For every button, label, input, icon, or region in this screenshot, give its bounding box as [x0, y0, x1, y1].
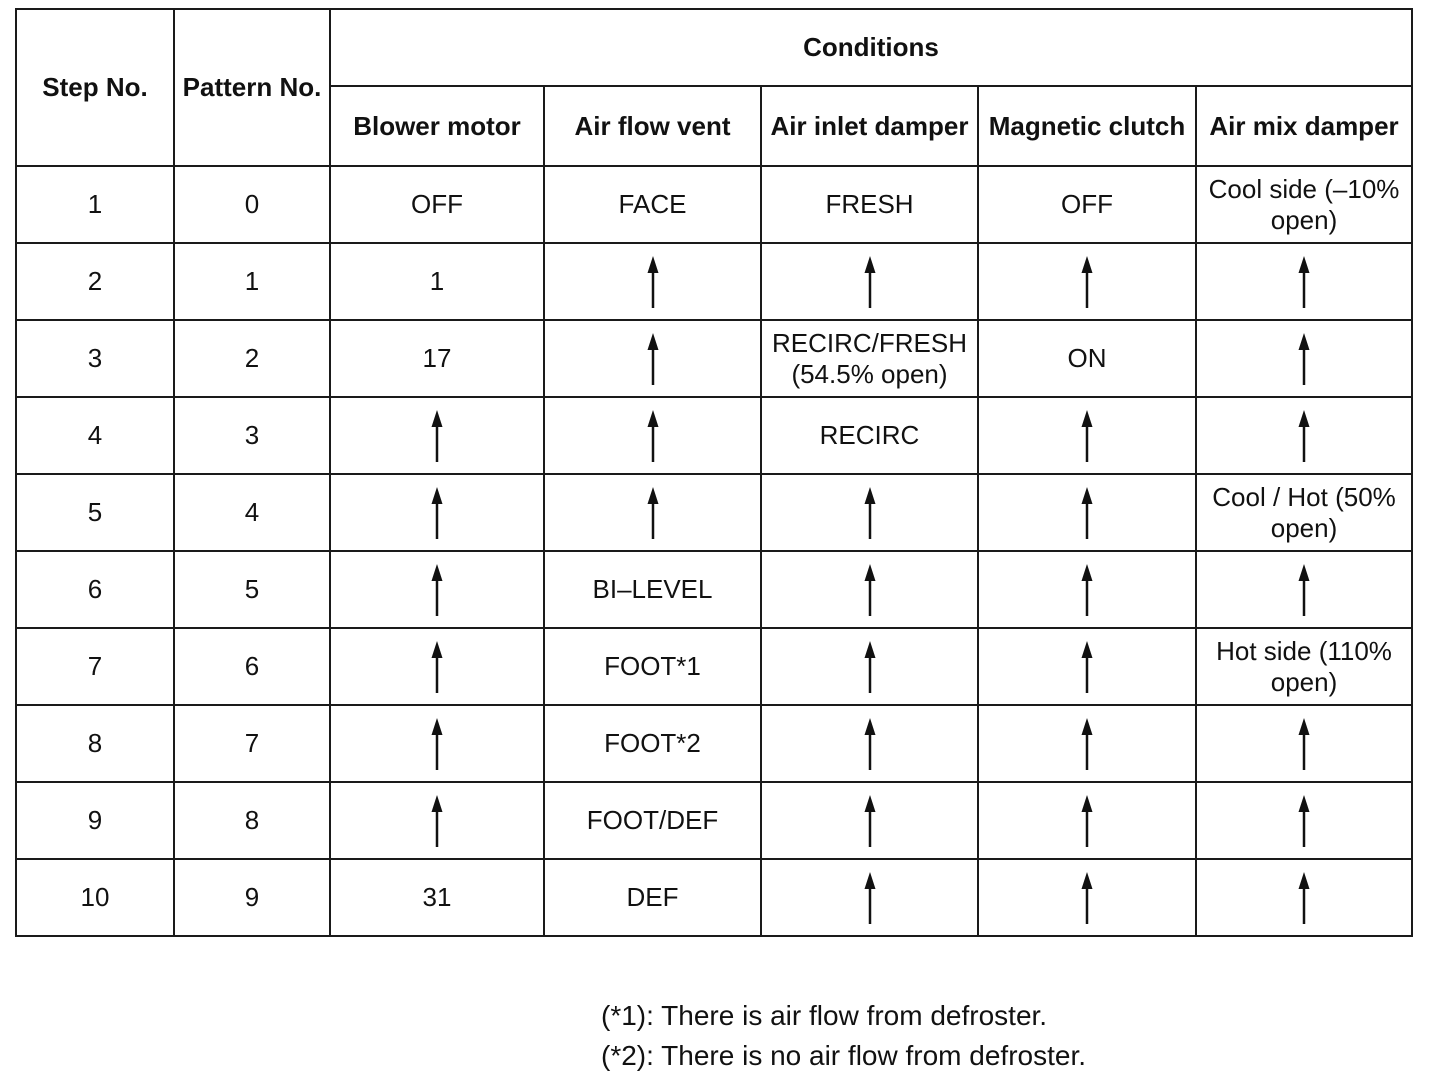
air-flow-vent-cell	[544, 397, 761, 474]
pattern-no-cell	[174, 705, 330, 782]
up-arrow-icon	[1292, 333, 1316, 385]
up-arrow-icon	[1292, 718, 1316, 770]
up-arrow-icon	[1075, 256, 1099, 308]
up-arrow-icon	[425, 564, 449, 616]
blower-motor-cell	[330, 628, 544, 705]
blower-motor-cell-text: 1	[429, 266, 445, 296]
pattern-no-cell	[174, 166, 330, 243]
table-row	[16, 320, 1412, 397]
air-inlet-damper-cell	[761, 166, 978, 243]
up-arrow-icon	[425, 487, 449, 539]
step-no-header: Step No.	[16, 9, 174, 166]
up-arrow-icon	[425, 410, 449, 462]
magnetic-clutch-cell	[978, 166, 1196, 243]
air-inlet-damper-cell	[761, 474, 978, 551]
magnetic-clutch-cell	[978, 320, 1196, 397]
up-arrow-icon	[1075, 795, 1099, 847]
air-mix-damper-cell	[1196, 782, 1412, 859]
up-arrow-icon	[1075, 718, 1099, 770]
air-mix-damper-cell	[1196, 705, 1412, 782]
blower-motor-header: Blower motor	[330, 86, 544, 166]
up-arrow-icon	[641, 333, 665, 385]
up-arrow-icon	[1292, 256, 1316, 308]
up-arrow-icon	[1075, 410, 1099, 462]
step-no-cell	[16, 474, 174, 551]
air-inlet-damper-cell	[761, 705, 978, 782]
magnetic-clutch-cell	[978, 705, 1196, 782]
air-inlet-damper-cell	[761, 859, 978, 936]
table-row	[16, 243, 1412, 320]
blower-motor-cell	[330, 166, 544, 243]
table-row	[16, 474, 1412, 551]
magnetic-clutch-header: Magnetic clutch	[978, 86, 1196, 166]
air-flow-vent-cell	[544, 628, 761, 705]
pattern-no-cell-text: 9	[244, 882, 260, 912]
magnetic-clutch-cell-text: OFF	[1061, 189, 1113, 219]
magnetic-clutch-cell	[978, 243, 1196, 320]
air-flow-vent-cell-text: FOOT*1	[604, 651, 701, 681]
up-arrow-icon	[1292, 795, 1316, 847]
step-no-cell	[16, 628, 174, 705]
conditions-table	[15, 8, 1413, 937]
table-row	[16, 551, 1412, 628]
up-arrow-icon	[1292, 564, 1316, 616]
pattern-no-cell	[174, 782, 330, 859]
blower-motor-cell	[330, 859, 544, 936]
table-row	[16, 859, 1412, 936]
step-no-cell-text: 4	[87, 420, 103, 450]
up-arrow-icon	[1075, 487, 1099, 539]
pattern-no-cell	[174, 320, 330, 397]
step-no-cell-text: 9	[87, 805, 103, 835]
step-no-cell-text: 2	[87, 266, 103, 296]
air-flow-vent-cell	[544, 782, 761, 859]
air-mix-damper-cell	[1196, 474, 1412, 551]
step-no-cell	[16, 320, 174, 397]
footnote-1: (*1): There is air flow from defroster.	[601, 1000, 1048, 1031]
up-arrow-icon	[1075, 564, 1099, 616]
up-arrow-icon	[858, 641, 882, 693]
step-no-cell-text: 5	[87, 497, 103, 527]
air-mix-damper-cell	[1196, 320, 1412, 397]
step-no-cell	[16, 397, 174, 474]
up-arrow-icon	[641, 487, 665, 539]
magnetic-clutch-cell	[978, 859, 1196, 936]
air-mix-damper-cell-text: Hot side (110% open)	[1216, 635, 1392, 697]
air-inlet-damper-cell-text: RECIRC/FRESH (54.5% open)	[771, 327, 967, 389]
pattern-no-cell-text: 2	[244, 343, 260, 373]
table-row	[16, 782, 1412, 859]
step-no-cell-text: 8	[87, 728, 103, 758]
table-row	[16, 166, 1412, 243]
air-flow-vent-cell-text: BI–LEVEL	[592, 574, 713, 604]
blower-motor-cell-text: 31	[422, 882, 452, 912]
up-arrow-icon	[641, 410, 665, 462]
air-inlet-damper-cell-text: RECIRC	[819, 420, 920, 450]
air-inlet-damper-cell	[761, 782, 978, 859]
pattern-no-cell	[174, 474, 330, 551]
air-flow-vent-cell-text: FACE	[618, 189, 687, 219]
conditions-header: Conditions	[330, 9, 1412, 86]
up-arrow-icon	[858, 795, 882, 847]
magnetic-clutch-cell	[978, 782, 1196, 859]
pattern-no-cell	[174, 859, 330, 936]
pattern-no-header: Pattern No.	[174, 9, 330, 166]
step-no-cell-text: 1	[87, 189, 103, 219]
magnetic-clutch-cell-text: ON	[1067, 343, 1107, 373]
up-arrow-icon	[858, 872, 882, 924]
blower-motor-cell	[330, 243, 544, 320]
blower-motor-cell	[330, 705, 544, 782]
air-mix-damper-header: Air mix damper	[1196, 86, 1412, 166]
air-inlet-damper-cell	[761, 320, 978, 397]
step-no-cell-text: 10	[80, 882, 110, 912]
up-arrow-icon	[1292, 872, 1316, 924]
air-inlet-damper-header: Air inlet damper	[761, 86, 978, 166]
conditions-table-body	[16, 166, 1412, 936]
pattern-no-cell-text: 0	[244, 189, 260, 219]
air-inlet-damper-cell	[761, 397, 978, 474]
up-arrow-icon	[858, 487, 882, 539]
up-arrow-icon	[425, 718, 449, 770]
step-no-cell-text: 7	[87, 651, 103, 681]
up-arrow-icon	[858, 256, 882, 308]
pattern-no-cell	[174, 628, 330, 705]
step-no-cell-text: 6	[87, 574, 103, 604]
pattern-no-cell-text: 3	[244, 420, 260, 450]
blower-motor-cell	[330, 782, 544, 859]
step-no-cell	[16, 859, 174, 936]
up-arrow-icon	[1075, 872, 1099, 924]
blower-motor-cell	[330, 474, 544, 551]
table-row	[16, 705, 1412, 782]
pattern-no-cell-text: 5	[244, 574, 260, 604]
up-arrow-icon	[1075, 641, 1099, 693]
air-flow-vent-cell-text: DEF	[626, 882, 679, 912]
pattern-no-cell-text: 1	[244, 266, 260, 296]
blower-motor-cell-text: 17	[422, 343, 452, 373]
magnetic-clutch-cell	[978, 474, 1196, 551]
up-arrow-icon	[641, 256, 665, 308]
pattern-no-cell-text: 4	[244, 497, 260, 527]
pattern-no-cell	[174, 243, 330, 320]
step-no-cell	[16, 166, 174, 243]
table-row	[16, 397, 1412, 474]
step-no-cell	[16, 551, 174, 628]
air-flow-vent-cell	[544, 551, 761, 628]
blower-motor-cell	[330, 551, 544, 628]
air-mix-damper-cell-text: Cool / Hot (50% open)	[1212, 481, 1396, 543]
air-flow-vent-cell	[544, 705, 761, 782]
magnetic-clutch-cell	[978, 628, 1196, 705]
air-flow-vent-header: Air flow vent	[544, 86, 761, 166]
air-mix-damper-cell	[1196, 628, 1412, 705]
blower-motor-cell	[330, 397, 544, 474]
air-flow-vent-cell-text: FOOT*2	[604, 728, 701, 758]
air-mix-damper-cell	[1196, 243, 1412, 320]
magnetic-clutch-cell	[978, 551, 1196, 628]
air-mix-damper-cell	[1196, 551, 1412, 628]
magnetic-clutch-cell	[978, 397, 1196, 474]
footnotes	[601, 996, 1086, 1076]
up-arrow-icon	[1292, 410, 1316, 462]
step-no-cell	[16, 705, 174, 782]
air-mix-damper-cell-text: Cool side (–10% open)	[1208, 173, 1400, 235]
step-no-cell-text: 3	[87, 343, 103, 373]
step-no-cell	[16, 782, 174, 859]
air-inlet-damper-cell-text: FRESH	[825, 189, 914, 219]
pattern-no-cell-text: 6	[244, 651, 260, 681]
up-arrow-icon	[858, 564, 882, 616]
air-inlet-damper-cell	[761, 551, 978, 628]
up-arrow-icon	[425, 795, 449, 847]
air-mix-damper-cell	[1196, 166, 1412, 243]
air-flow-vent-cell	[544, 166, 761, 243]
blower-motor-cell	[330, 320, 544, 397]
footnote-2: (*2): There is no air flow from defroster.	[601, 1040, 1086, 1071]
up-arrow-icon	[425, 641, 449, 693]
air-flow-vent-cell	[544, 320, 761, 397]
pattern-no-cell-text: 7	[244, 728, 260, 758]
air-inlet-damper-cell	[761, 243, 978, 320]
pattern-no-cell	[174, 551, 330, 628]
air-mix-damper-cell	[1196, 397, 1412, 474]
pattern-no-cell-text: 8	[244, 805, 260, 835]
air-inlet-damper-cell	[761, 628, 978, 705]
air-flow-vent-cell-text: FOOT/DEF	[586, 805, 719, 835]
air-flow-vent-cell	[544, 474, 761, 551]
air-flow-vent-cell	[544, 859, 761, 936]
step-no-cell	[16, 243, 174, 320]
air-flow-vent-cell	[544, 243, 761, 320]
pattern-no-cell	[174, 397, 330, 474]
blower-motor-cell-text: OFF	[411, 189, 463, 219]
up-arrow-icon	[858, 718, 882, 770]
table-row	[16, 628, 1412, 705]
air-mix-damper-cell	[1196, 859, 1412, 936]
